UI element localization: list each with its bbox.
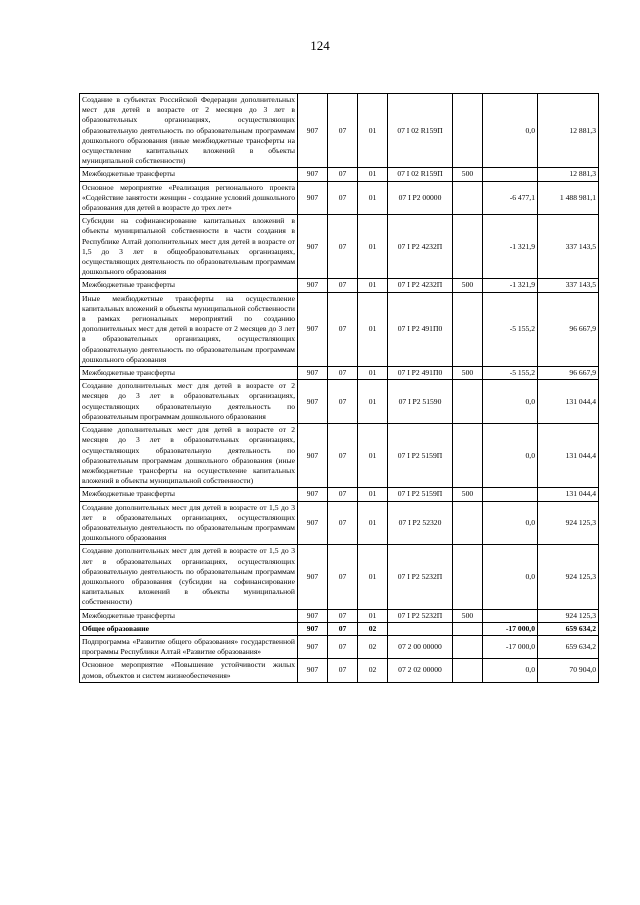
target-article-cell: 07 I P2 4232П [388,279,453,292]
change-amount-cell: -17 000,0 [483,622,538,635]
row-name-cell: Общее образование [80,622,298,635]
grbs-code-cell: 907 [298,181,328,215]
section-code-cell: 07 [328,488,358,501]
expense-type-cell: 500 [453,367,483,380]
section-code-cell: 07 [328,622,358,635]
grbs-code-cell: 907 [298,545,328,609]
total-amount-cell: 924 125,3 [538,501,599,545]
expense-type-cell [453,380,483,424]
grbs-code-cell: 907 [298,168,328,181]
total-amount-cell: 131 044,4 [538,380,599,424]
grbs-code-cell: 907 [298,367,328,380]
change-amount-cell: -5 155,2 [483,292,538,366]
change-amount-cell: -5 155,2 [483,367,538,380]
grbs-code-cell: 907 [298,488,328,501]
row-name-cell: Создание дополнительных мест для детей в возрасте от 2 месяцев до 3 лет в образовательных организациях, осуществляющих образовательную деятельность по образовательным программам дошкольного образования [80,380,298,424]
row-name-cell: Межбюджетные трансферты [80,488,298,501]
section-code-cell: 07 [328,367,358,380]
row-name-cell: Создание дополнительных мест для детей в возрасте от 1,5 до 3 лет в образовательных организациях, осуществляющих образовательную деятельность по образовательным программам дошкольного образования (субсидии на софинансирование капитальных вложений в объекты муниципальной собственности) [80,545,298,609]
section-code-cell: 07 [328,380,358,424]
grbs-code-cell: 907 [298,659,328,682]
expense-type-cell [453,545,483,609]
change-amount-cell: 0,0 [483,545,538,609]
total-amount-cell: 96 667,9 [538,292,599,366]
target-article-cell [388,622,453,635]
expense-type-cell [453,215,483,279]
subsection-code-cell: 01 [358,380,388,424]
subsection-code-cell: 01 [358,367,388,380]
total-amount-cell: 924 125,3 [538,545,599,609]
section-code-cell: 07 [328,94,358,168]
subsection-code-cell: 01 [358,215,388,279]
change-amount-cell: 0,0 [483,659,538,682]
target-article-cell: 07 I P2 5159П [388,424,453,488]
grbs-code-cell: 907 [298,609,328,622]
target-article-cell: 07 I P2 51590 [388,380,453,424]
target-article-cell: 07 I P2 491П0 [388,292,453,366]
section-code-cell: 07 [328,501,358,545]
row-name-cell: Субсидии на софинансирование капитальных вложений в объекты муниципальной собственности в части создания в Республике Алтай дополнительных мест для детей в возрасте от 1,5 до 3 лет в общеобразовательных организациях, осуществляющих деятельность по образовательным программам дошкольного образования [80,215,298,279]
grbs-code-cell: 907 [298,215,328,279]
total-amount-cell: 337 143,5 [538,215,599,279]
table-row [80,488,599,501]
expense-type-cell [453,622,483,635]
expense-type-cell [453,424,483,488]
subsection-code-cell: 01 [358,488,388,501]
row-name-cell: Межбюджетные трансферты [80,168,298,181]
table-row [80,545,599,609]
row-name-cell: Основное мероприятие «Повышение устойчивости жилых домов, объектов и систем жизнеобеспечения» [80,659,298,682]
section-code-cell: 07 [328,215,358,279]
grbs-code-cell: 907 [298,94,328,168]
target-article-cell: 07 I P2 5232П [388,609,453,622]
change-amount-cell: 0,0 [483,424,538,488]
expense-type-cell [453,659,483,682]
subsection-code-cell: 01 [358,94,388,168]
table-row [80,168,599,181]
subsection-code-cell: 02 [358,622,388,635]
subsection-code-cell: 02 [358,659,388,682]
page-number: 124 [310,38,330,53]
change-amount-cell: -1 321,9 [483,279,538,292]
target-article-cell: 07 2 00 00000 [388,635,453,658]
change-amount-cell: -6 477,1 [483,181,538,215]
section-code-cell: 07 [328,292,358,366]
total-amount-cell: 12 881,3 [538,94,599,168]
total-amount-cell: 659 634,2 [538,635,599,658]
row-name-cell: Межбюджетные трансферты [80,279,298,292]
section-code-cell: 07 [328,659,358,682]
section-code-cell: 07 [328,424,358,488]
section-code-cell: 07 [328,635,358,658]
target-article-cell: 07 I P2 4232П [388,215,453,279]
table-row [80,635,599,658]
expense-type-cell: 500 [453,168,483,181]
target-article-cell: 07 I 02 R159П [388,94,453,168]
expense-type-cell [453,292,483,366]
table-row [80,215,599,279]
change-amount-cell: 0,0 [483,380,538,424]
expense-type-cell [453,94,483,168]
change-amount-cell: -1 321,9 [483,215,538,279]
budget-table-body [80,94,599,683]
table-row [80,367,599,380]
grbs-code-cell: 907 [298,380,328,424]
expense-type-cell [453,181,483,215]
row-name-cell: Создание в субъектах Российской Федерации дополнительных мест для детей в возрасте от 2 месяцев до 3 лет в образовательных организациях, осуществляющих образовательную деятельность по образовательным программам дошкольного образования (иные межбюджетные трансферты на осуществление капитальных вложений в объекты муниципальной собственности) [80,94,298,168]
subsection-code-cell: 01 [358,168,388,181]
change-amount-cell [483,488,538,501]
grbs-code-cell: 907 [298,279,328,292]
table-row [80,424,599,488]
subsection-code-cell: 01 [358,501,388,545]
target-article-cell: 07 I P2 52320 [388,501,453,545]
section-code-cell: 07 [328,279,358,292]
row-name-cell: Создание дополнительных мест для детей в возрасте от 1,5 до 3 лет в образовательных организациях, осуществляющих образовательную деятельность по образовательным программам дошкольного образования [80,501,298,545]
subsection-code-cell: 01 [358,424,388,488]
target-article-cell: 07 2 02 00000 [388,659,453,682]
target-article-cell: 07 I P2 00000 [388,181,453,215]
total-amount-cell: 131 044,4 [538,488,599,501]
subsection-code-cell: 01 [358,181,388,215]
grbs-code-cell: 907 [298,622,328,635]
target-article-cell: 07 I 02 R159П [388,168,453,181]
row-name-cell: Подпрограмма «Развитие общего образования» государственной программы Республики Алтай «Развитие образования» [80,635,298,658]
change-amount-cell [483,609,538,622]
table-row [80,94,599,168]
section-code-cell: 07 [328,168,358,181]
target-article-cell: 07 I P2 5159П [388,488,453,501]
target-article-cell: 07 I P2 5232П [388,545,453,609]
target-article-cell: 07 I P2 491П0 [388,367,453,380]
expense-type-cell [453,501,483,545]
section-code-cell: 07 [328,545,358,609]
total-amount-cell: 131 044,4 [538,424,599,488]
table-row [80,622,599,635]
total-amount-cell: 659 634,2 [538,622,599,635]
subsection-code-cell: 01 [358,279,388,292]
table-row [80,292,599,366]
grbs-code-cell: 907 [298,424,328,488]
row-name-cell: Иные межбюджетные трансферты на осуществление капитальных вложений в объекты муниципальной собственности в рамках региональных мероприятий по созданию дополнительных мест для детей в возрасте от 2 месяцев до 3 лет в образовательных организациях, осуществляющих образовательную деятельность по образовательным программам дошкольного образования [80,292,298,366]
subsection-code-cell: 01 [358,609,388,622]
table-row [80,609,599,622]
total-amount-cell: 924 125,3 [538,609,599,622]
total-amount-cell: 12 881,3 [538,168,599,181]
row-name-cell: Межбюджетные трансферты [80,367,298,380]
table-row [80,659,599,682]
expense-type-cell [453,635,483,658]
section-code-cell: 07 [328,181,358,215]
change-amount-cell: 0,0 [483,501,538,545]
row-name-cell: Основное мероприятие «Реализация регионального проекта «Содействие занятости женщин - создание условий дошкольного образования для детей в возрасте до трех лет» [80,181,298,215]
subsection-code-cell: 01 [358,292,388,366]
change-amount-cell: -17 000,0 [483,635,538,658]
subsection-code-cell: 01 [358,545,388,609]
row-name-cell: Межбюджетные трансферты [80,609,298,622]
grbs-code-cell: 907 [298,501,328,545]
table-row [80,501,599,545]
expense-type-cell: 500 [453,609,483,622]
total-amount-cell: 337 143,5 [538,279,599,292]
budget-table [79,93,599,683]
row-name-cell: Создание дополнительных мест для детей в возрасте от 2 месяцев до 3 лет в образовательных организациях, осуществляющих образовательную деятельность по образовательным программам дошкольного образования (иные межбюджетные трансферты на осуществление капитальных вложений в объекты муниципальной собственности) [80,424,298,488]
total-amount-cell: 1 488 981,1 [538,181,599,215]
subsection-code-cell: 02 [358,635,388,658]
change-amount-cell: 0,0 [483,94,538,168]
expense-type-cell: 500 [453,279,483,292]
grbs-code-cell: 907 [298,292,328,366]
change-amount-cell [483,168,538,181]
total-amount-cell: 70 904,0 [538,659,599,682]
total-amount-cell: 96 667,9 [538,367,599,380]
table-row [80,380,599,424]
table-row [80,181,599,215]
table-row [80,279,599,292]
section-code-cell: 07 [328,609,358,622]
expense-type-cell: 500 [453,488,483,501]
grbs-code-cell: 907 [298,635,328,658]
